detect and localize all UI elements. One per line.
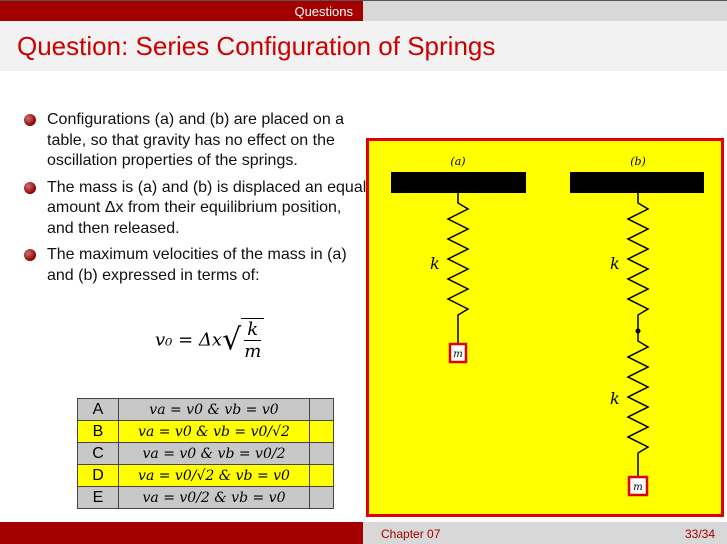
bullet-icon: [24, 182, 36, 194]
footer-left: [0, 522, 363, 544]
page-number: 33/34: [684, 527, 715, 541]
spring-a: [448, 193, 468, 344]
equation-lhs: v₀ = Δx: [155, 329, 223, 351]
option-letter: D: [78, 465, 119, 487]
option-letter: C: [78, 443, 119, 465]
label-a: (a): [450, 155, 466, 168]
option-row-d[interactable]: [78, 465, 334, 487]
option-formula: va = v0 & vb = v0: [119, 399, 310, 421]
bullet-list: [22, 110, 367, 292]
bullet-text: The maximum velocities of the mass in (a) and (b) expressed in terms of:: [47, 246, 347, 284]
bullet-icon: [24, 249, 36, 261]
option-row-e[interactable]: [78, 487, 334, 509]
option-blank: [310, 421, 334, 443]
spring-diagram: [366, 138, 724, 517]
spring-diagram-svg: [369, 141, 721, 514]
k-label-b-lower: k: [610, 389, 620, 408]
footer: [0, 522, 727, 544]
option-formula: va = v0 & vb = v0/2: [119, 443, 310, 465]
bullet-text: The mass is (a) and (b) is displaced an equal amount Δx from their equilibrium position, and then released.: [47, 178, 367, 237]
option-formula: va = v0 & vb = v0/√2: [119, 421, 310, 443]
option-blank: [310, 465, 334, 487]
option-blank: [310, 443, 334, 465]
mass-label-a: m: [453, 349, 463, 360]
option-formula: va = v0/2 & vb = v0: [119, 487, 310, 509]
equation-denominator: m: [244, 341, 262, 362]
option-letter: E: [78, 487, 119, 509]
spring-b-lower: [628, 331, 648, 477]
title-bar: [0, 21, 727, 71]
option-letter: A: [78, 399, 119, 421]
mass-label-b: m: [633, 482, 643, 493]
k-label-b-upper: k: [610, 254, 620, 273]
option-blank: [310, 399, 334, 421]
label-b: (b): [630, 155, 646, 168]
option-formula: va = v0/√2 & vb = v0: [119, 465, 310, 487]
velocity-equation: v₀ = Δx√ $\frac{k}{m}$: [155, 318, 264, 362]
bullet-item: [22, 245, 367, 286]
bullet-item: [22, 178, 367, 240]
ceiling-a: [391, 172, 526, 193]
spring-b-upper: [628, 193, 648, 331]
option-blank: [310, 487, 334, 509]
option-letter: B: [78, 421, 119, 443]
option-row-b[interactable]: [78, 421, 334, 443]
chapter-label: Chapter 07: [381, 527, 441, 541]
top-nav-bar: [0, 0, 727, 22]
option-row-a[interactable]: [78, 399, 334, 421]
section-link[interactable]: Questions: [0, 1, 363, 22]
equation-numerator: k: [244, 319, 261, 341]
bullet-icon: [24, 114, 36, 126]
page-title: Question: Series Configuration of Springs: [17, 31, 496, 61]
option-row-c[interactable]: [78, 443, 334, 465]
ceiling-b: [570, 172, 704, 193]
bullet-item: [22, 110, 367, 172]
bullet-text: Configurations (a) and (b) are placed on a table, so that gravity has no effect on the oscillation properties of the springs.: [47, 111, 345, 169]
answer-options-table: [77, 398, 334, 509]
k-label-a: k: [430, 254, 440, 273]
